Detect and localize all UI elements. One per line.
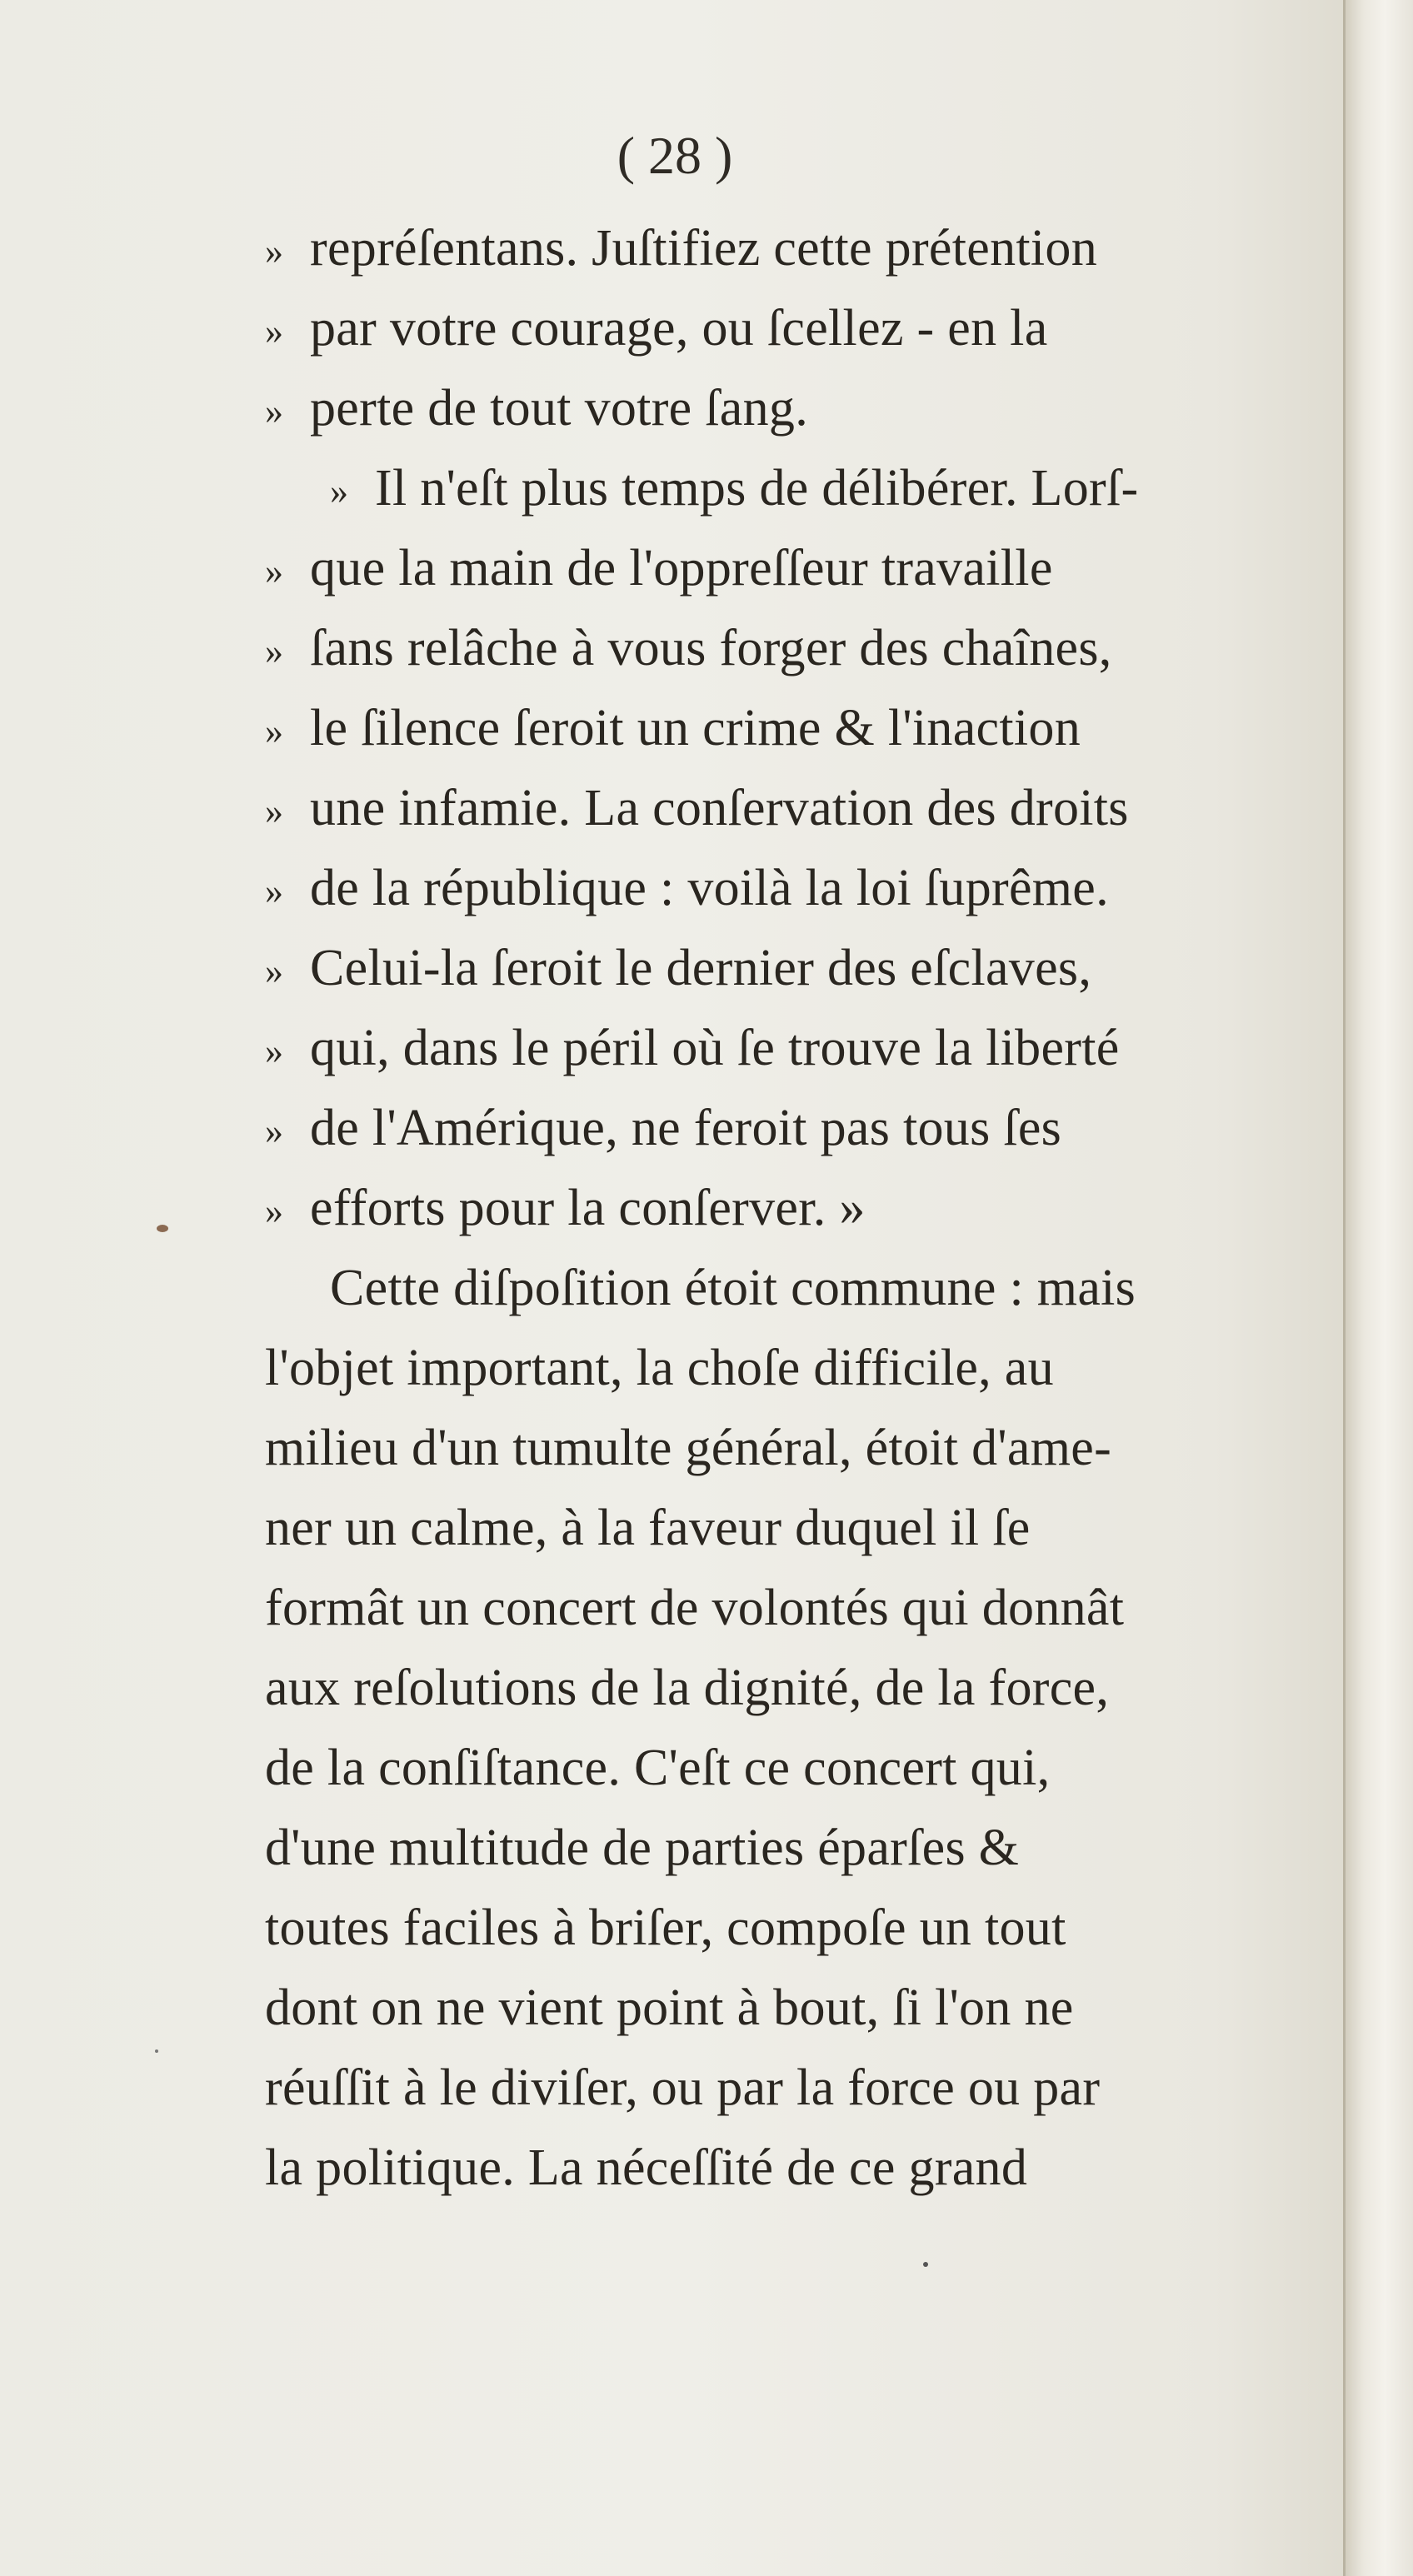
text-line (265, 608, 1348, 688)
line-text: repréſentans. Juſtifiez cette prétention (310, 220, 1098, 277)
text-line (265, 848, 1348, 928)
text-line (265, 288, 1348, 368)
line-text: Celui-la ſeroit le dernier des eſclaves, (310, 940, 1092, 996)
next-page-edge (1343, 0, 1413, 2576)
text-line (265, 1968, 1348, 2048)
line-text: par votre courage, ou ſcellez - en la (310, 300, 1048, 357)
line-text: la politique. La néceſſité de ce grand (265, 2139, 1028, 2196)
quote-marker: » (265, 791, 284, 831)
quote-marker: » (265, 711, 284, 751)
text-line (265, 528, 1348, 608)
line-text: réuſſit à le diviſer, ou par la force ou par (265, 2059, 1101, 2116)
text-line (265, 2128, 1348, 2208)
text-line (265, 208, 1348, 288)
line-text: toutes faciles à briſer, compoſe un tout (265, 1900, 1066, 1956)
line-text: Il n'eſt plus temps de délibérer. Lorſ- (375, 460, 1139, 517)
text-line (265, 688, 1348, 768)
line-text: milieu d'un tumulte général, étoit d'ame- (265, 1420, 1112, 1476)
quote-marker: » (265, 1031, 284, 1071)
line-text: ſans relâche à vous forger des chaînes, (310, 620, 1112, 676)
text-line (265, 1568, 1348, 1648)
text-line (265, 368, 1348, 448)
text-line (265, 2048, 1348, 2128)
line-text: aux reſolutions de la dignité, de la force, (265, 1660, 1110, 1716)
line-text: dont on ne vient point à bout, ſi l'on ne (265, 1979, 1074, 2036)
quote-marker: » (265, 871, 284, 911)
text-line (265, 1648, 1348, 1728)
quote-marker: » (265, 551, 284, 592)
paper-speck (155, 2049, 158, 2053)
line-text: Cette diſpoſition étoit commune : mais (330, 1260, 1136, 1316)
quote-marker: » (265, 311, 284, 352)
text-line (265, 1168, 1348, 1248)
paper-speck (923, 2262, 928, 2267)
paper-speck (157, 1225, 168, 1232)
text-line (265, 1008, 1348, 1088)
text-line (265, 928, 1348, 1008)
line-text: formât un concert de volontés qui donnât (265, 1580, 1125, 1636)
line-text: ner un calme, à la faveur duquel il ſe (265, 1500, 1031, 1556)
line-text: efforts pour la conſerver. » (310, 1180, 866, 1236)
line-text: le ſilence ſeroit un crime & l'inaction (310, 700, 1081, 756)
line-text: perte de tout votre ſang. (310, 380, 809, 437)
text-line (265, 1248, 1348, 1328)
line-text: d'une multitude de parties éparſes & (265, 1820, 1020, 1876)
text-line (265, 1888, 1348, 1968)
line-text: que la main de l'oppreſſeur travaille (310, 540, 1053, 597)
line-text: de l'Amérique, ne feroit pas tous ſes (310, 1100, 1062, 1156)
line-text: de la conſiſtance. C'eſt ce concert qui, (265, 1740, 1051, 1796)
quote-marker: » (265, 1111, 284, 1151)
text-line (265, 768, 1348, 848)
line-text: de la république : voilà la loi ſuprême. (310, 860, 1109, 916)
line-text: l'objet important, la choſe difficile, au (265, 1340, 1054, 1396)
quote-marker: » (265, 391, 284, 432)
line-text: une infamie. La conſervation des droits (310, 780, 1129, 836)
body-text (265, 208, 1348, 2208)
text-line (265, 1408, 1348, 1488)
text-line (265, 448, 1348, 528)
text-line (265, 1328, 1348, 1408)
text-line (265, 1488, 1348, 1568)
quote-marker: » (265, 1191, 284, 1231)
page-number: ( 28 ) (617, 126, 733, 185)
quote-marker: » (265, 231, 284, 272)
text-line (265, 1728, 1348, 1808)
quote-marker: » (265, 951, 284, 991)
text-line (265, 1808, 1348, 1888)
text-line (265, 1088, 1348, 1168)
quote-marker: » (330, 471, 349, 512)
quote-marker: » (265, 631, 284, 671)
line-text: qui, dans le péril où ſe trouve la liberté (310, 1020, 1120, 1076)
